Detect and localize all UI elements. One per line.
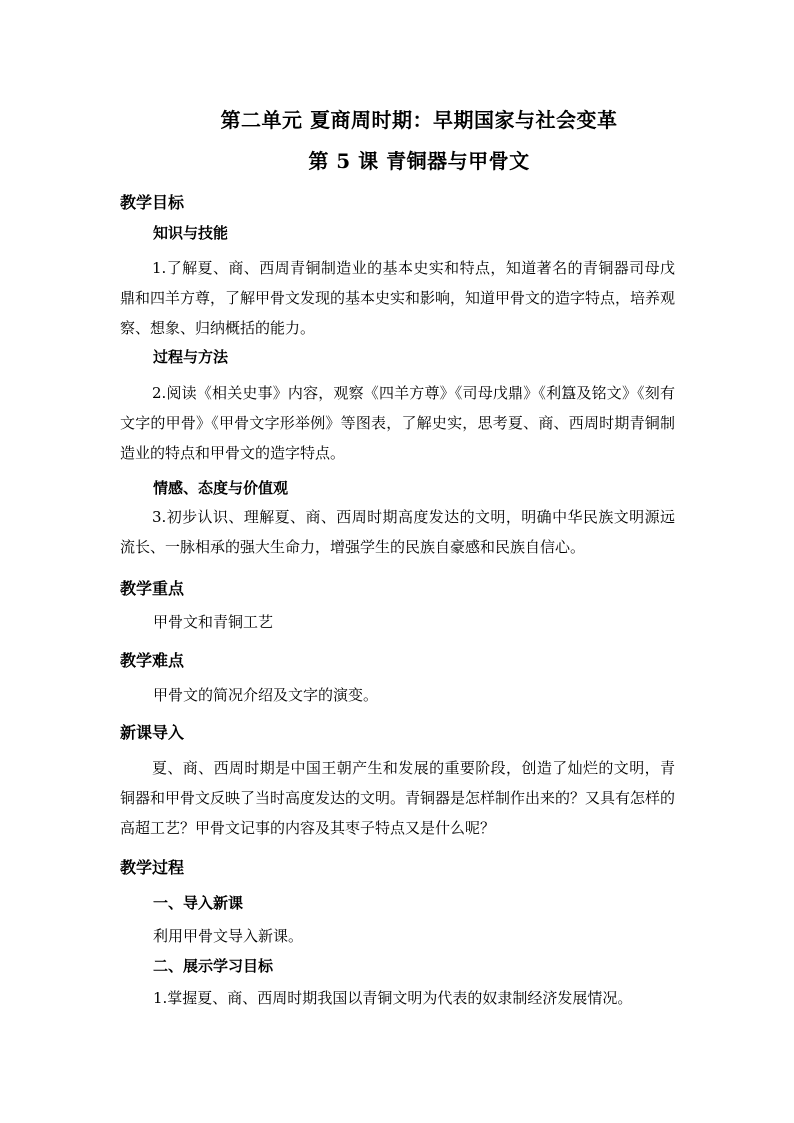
key-points-text: 甲骨文和青铜工艺 — [153, 613, 274, 631]
knowledge-skills-text: 1.了解夏、商、西周青铜制造业的基本史实和特点，知道著名的青铜器司母戊鼎和四羊方尊，了解甲骨文发现的基本史实和影响，知道甲骨文的造字特点，培养观察、想象、归纳概括的能力。 — [120, 259, 676, 337]
lesson-title: 第 5 课 青铜器与甲骨文 — [308, 149, 530, 173]
difficulties-text: 甲骨文的简况介绍及文字的演变。 — [153, 686, 379, 704]
emotion-values-text: 3.初步认识、理解夏、商、西周时期高度发达的文明，明确中华民族文明源远流长、一脉相承的强大生命力，增强学生的民族自豪感和民族自信心。 — [120, 508, 675, 556]
key-points-heading: 教学重点 — [120, 579, 185, 598]
step2-text: 1.掌握夏、商、西周时期我国以青铜文明为代表的奴隶制经济发展情况。 — [153, 989, 633, 1007]
step1-text: 利用甲骨文导入新课。 — [153, 927, 304, 945]
teaching-process-heading: 教学过程 — [120, 858, 185, 877]
knowledge-skills-heading: 知识与技能 — [153, 224, 229, 242]
intro-heading: 新课导入 — [120, 723, 185, 742]
process-methods-heading: 过程与方法 — [153, 348, 229, 366]
intro-text: 夏、商、西周时期是中国王朝产生和发展的重要阶段，创造了灿烂的文明，青铜器和甲骨文反映了当时高度发达的文明。青铜器是怎样制作出来的？又具有怎样的高超工艺？甲骨文记事的内容及其枣子特点又是什么呢？ — [120, 759, 676, 837]
objectives-heading: 教学目标 — [120, 193, 185, 212]
emotion-values-heading: 情感、态度与价值观 — [153, 479, 289, 497]
step2-heading: 二、展示学习目标 — [153, 957, 274, 975]
difficulties-heading: 教学难点 — [120, 651, 185, 670]
unit-title: 第二单元 夏商周时期：早期国家与社会变革 — [220, 108, 618, 132]
process-methods-text: 2.阅读《相关史事》内容，观察《四羊方尊》《司母戊鼎》《利簋及铭文》《刻有文字的甲骨》《甲骨文字形举例》等图表，了解史实，思考夏、商、西周时期青铜制造业的特点和甲骨文的造字特点。 — [120, 384, 675, 462]
step1-heading: 一、导入新课 — [153, 894, 244, 912]
